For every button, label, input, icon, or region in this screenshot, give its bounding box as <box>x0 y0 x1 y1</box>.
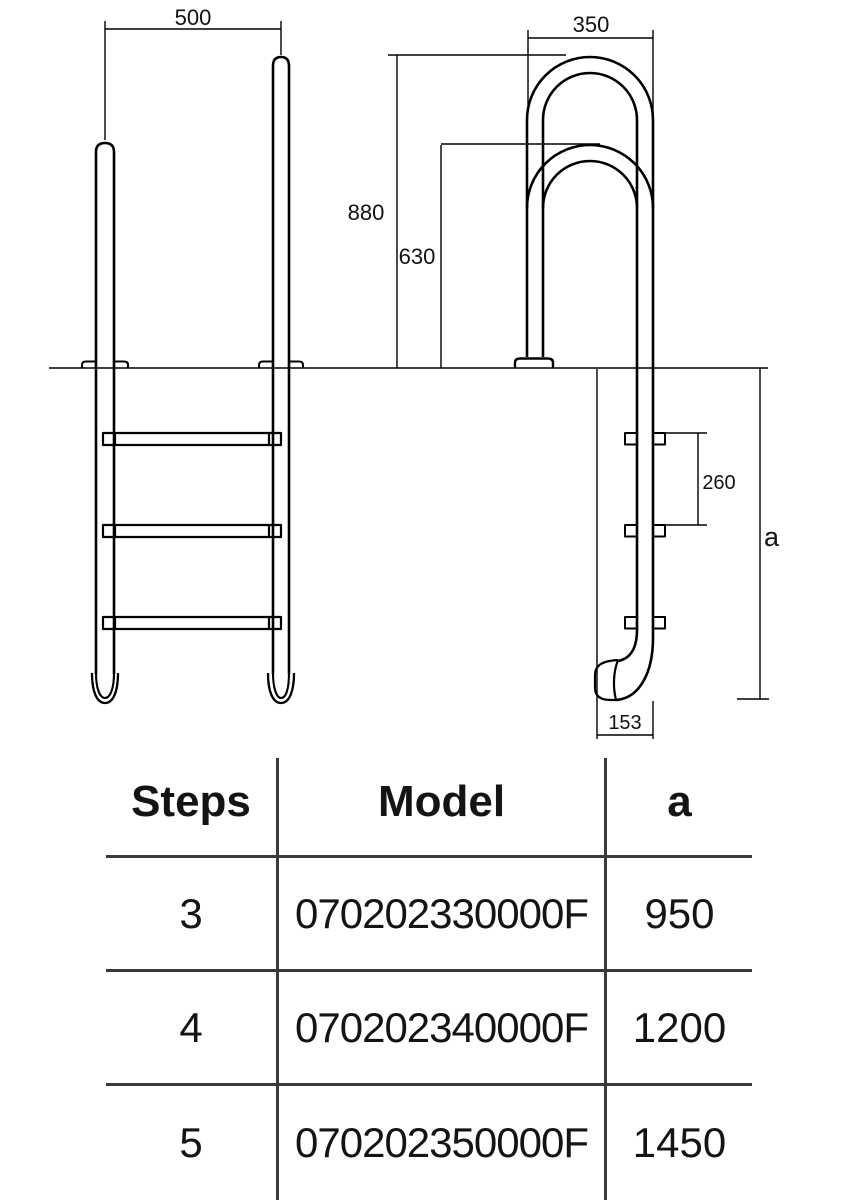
header-model: Model <box>276 758 607 855</box>
front-foot-left-cap <box>96 673 114 698</box>
side-short-bend-outer <box>527 145 653 208</box>
dim-step-spacing <box>653 433 707 525</box>
dim-depth-a-label: a <box>764 522 780 552</box>
dim-rail-spacing-label: 500 <box>174 5 212 30</box>
front-view <box>82 5 303 703</box>
front-rungs <box>103 433 281 629</box>
dim-height-tall-label: 880 <box>347 200 385 225</box>
dim-height-tall <box>388 55 566 368</box>
side-short-bend-inner <box>543 161 637 208</box>
cell-model: 070202340000F <box>276 972 607 1083</box>
dim-height-short <box>441 144 600 368</box>
side-view <box>348 12 780 739</box>
cell-model: 070202330000F <box>276 858 607 969</box>
side-step-stubs <box>625 433 665 629</box>
front-foot-right-cap <box>273 673 289 698</box>
cell-steps: 3 <box>179 889 203 937</box>
dim-height-short-label: 630 <box>398 244 436 269</box>
cell-a: 1450 <box>632 1119 727 1166</box>
model-spec-table <box>106 758 752 1200</box>
cell-a: 950 <box>644 889 715 937</box>
table-row <box>106 858 752 972</box>
header-steps: Steps <box>131 776 251 826</box>
rung <box>103 525 281 537</box>
dim-step-spacing-label: 260 <box>702 472 736 494</box>
cell-a: 1200 <box>632 1003 727 1051</box>
dim-rail-spacing <box>105 21 281 140</box>
side-tube-end-face <box>614 660 618 700</box>
header-a: a <box>667 776 692 826</box>
side-rail-outer <box>527 57 653 700</box>
dim-handrail-depth-label: 350 <box>572 12 610 37</box>
table-header-row <box>106 758 752 858</box>
table-row <box>106 972 752 1086</box>
dim-bottom-offset <box>597 369 653 739</box>
dim-bottom-offset-label: 153 <box>608 712 642 734</box>
rung <box>103 617 281 629</box>
front-rail-right <box>273 57 289 674</box>
cell-steps: 4 <box>179 1003 203 1051</box>
cell-steps: 5 <box>179 1119 203 1166</box>
cell-model: 070202350000F <box>276 1086 607 1200</box>
rung <box>103 433 281 445</box>
table-row <box>106 1086 752 1200</box>
front-rail-left <box>96 143 114 674</box>
side-deck-flange <box>515 359 553 369</box>
